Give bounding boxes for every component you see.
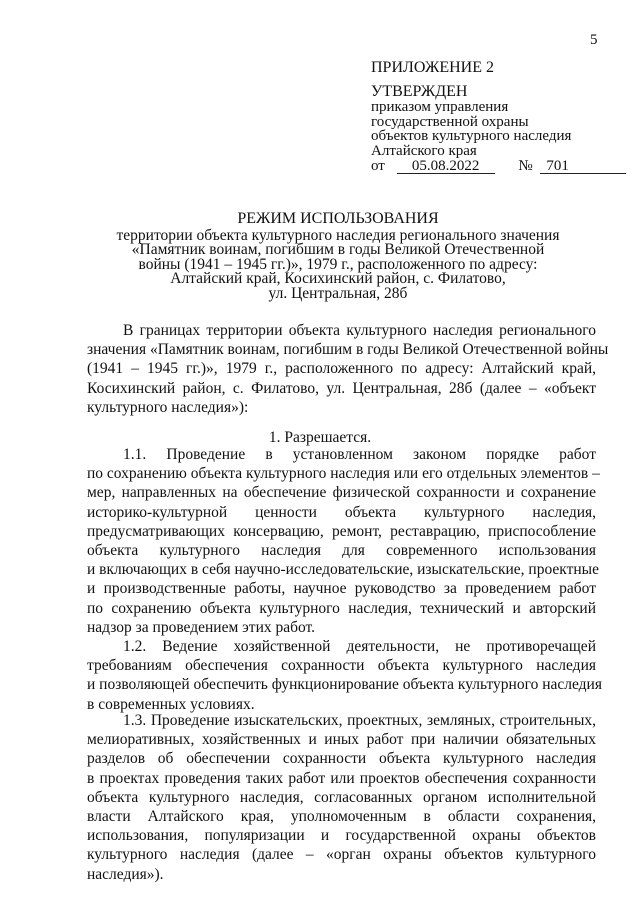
title-line: территории объекта культурного наследия регионального значения	[116, 226, 560, 244]
page-number: 5	[590, 32, 598, 48]
text-line: и включающих в себя научно-исследовательские, изыскательские, проектные	[87, 561, 599, 579]
approval-line: приказом управления	[371, 99, 509, 115]
text-line: предусматривающих консервацию, ремонт, реставрацию, приспособление	[87, 522, 596, 540]
text-line: культурного наследия»):	[87, 398, 249, 416]
text-line: надзор за проведением этих работ.	[87, 618, 316, 636]
text-line: и позволяющей обеспечить функционирование объекта культурного наследия	[87, 676, 602, 694]
text-line: Косихинский район, с. Филатово, ул. Центральная, 28б (далее – «объект	[87, 379, 596, 397]
text-line: 1.1. Проведение в установленном законом порядке работ	[123, 446, 596, 463]
text-line: объекта культурного наследия для современного использования	[87, 542, 596, 560]
text-line: 1.3. Проведение изыскательских, проектных, земляных, строительных,	[123, 712, 596, 729]
text-line: наследия»).	[87, 865, 164, 883]
text-line: требованиям обеспечения сохранности объекта культурного наследия	[87, 657, 596, 675]
text-line: разделов об обеспечении сохранности объекта культурного наследия	[87, 750, 596, 768]
text-line: по сохранению объекта культурного наследия или его отдельных элементов –	[87, 465, 600, 483]
title-line: Алтайский край, Косихинский район, с. Филатово,	[170, 270, 506, 287]
text-line: в проектах проведения таких работ или проектов обеспечения сохранности	[87, 769, 596, 787]
item-1-1	[87, 445, 600, 637]
text-line: В границах территории объекта культурного наследия регионального	[123, 322, 596, 339]
section-heading: 1. Разрешается.	[268, 429, 372, 446]
text-line: мер, направленных на обеспечение физической сохранности и сохранение	[87, 484, 596, 502]
text-line: мелиоративных, хозяйственных и иных работ при наличии обязательных	[87, 731, 596, 749]
from-label: от	[371, 158, 385, 174]
approval-line: Алтайского края	[371, 142, 477, 159]
approved-label: УТВЕРЖДЕН	[371, 82, 468, 100]
text-line: объекта культурного наследия, согласованных органом исполнительной	[87, 788, 596, 806]
title-line: войны (1941 – 1945 гг.)», 1979 г., расположенного по адресу:	[138, 255, 538, 273]
item-1-3	[87, 711, 596, 884]
text-line: значения «Памятник воинам, погибшим в годы Великой Отечественной войны	[87, 341, 609, 359]
text-line: 1.2. Ведение хозяйственной деятельности, не противоречащей	[123, 638, 596, 655]
text-line: и производственные работы, научное руководство за проведением работ	[87, 580, 596, 598]
approval-number: 701	[540, 159, 626, 174]
text-line: власти Алтайского края, уполномоченным в области сохранения,	[87, 808, 596, 826]
text-line: (1941 – 1945 гг.)», 1979 г., расположенного по адресу: Алтайский край,	[87, 360, 596, 378]
appendix-label: ПРИЛОЖЕНИЕ 2	[371, 59, 495, 76]
approval-line: объектов культурного наследия	[371, 128, 572, 144]
approval-date-row	[371, 159, 626, 174]
document-title: РЕЖИМ ИСПОЛЬЗОВАНИЯ	[237, 210, 439, 227]
title-line: ул. Центральная, 28б	[268, 284, 408, 302]
item-1-2	[87, 637, 602, 714]
text-line: историко-культурной ценности объекта культурного наследия,	[87, 503, 596, 521]
text-line: в современных условиях.	[87, 695, 255, 713]
text-line: использования, популяризации и государственной охраны объектов	[87, 827, 596, 845]
number-label: №	[518, 158, 533, 174]
text-line: культурного наследия (далее – «орган охраны объектов культурного	[87, 846, 596, 864]
intro-paragraph	[87, 321, 609, 417]
document-title-block	[0, 212, 640, 301]
title-line: «Памятник воинам, погибшим в годы Великой Отечественной	[131, 241, 545, 258]
approval-block	[371, 61, 626, 174]
approval-line: государственной охраны	[371, 113, 529, 130]
approval-date: 05.08.2022	[397, 159, 495, 174]
text-line: по сохранению объекта культурного наследия, технический и авторский	[87, 599, 596, 617]
